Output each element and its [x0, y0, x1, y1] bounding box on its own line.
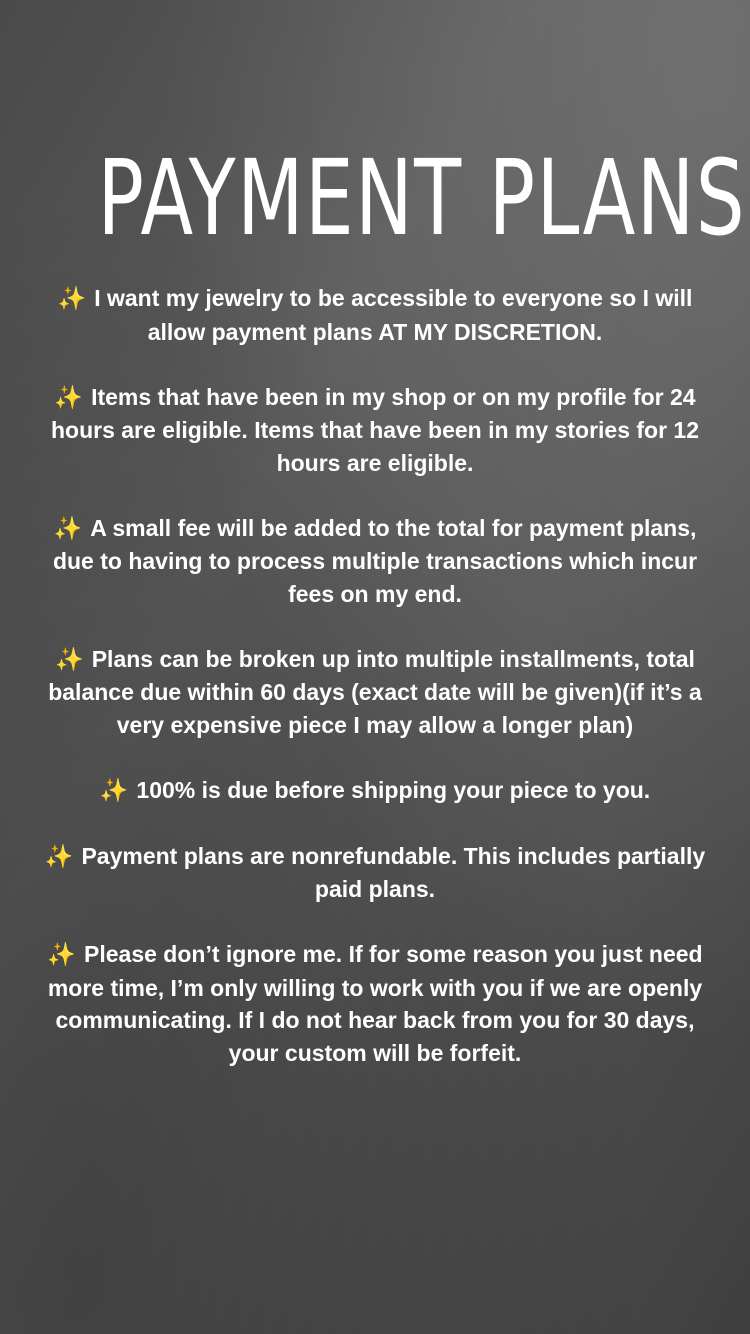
sparkles-icon: ✨	[99, 777, 129, 804]
sparkles-icon: ✨	[55, 646, 84, 673]
policy-text: Please don’t ignore me. If for some reason you just need more time, I’m only willing to work with you if we are openly communicating. If I do not hear back from you for 30 days, your custom will be forfeit.	[47, 941, 703, 1066]
sparkles-icon: ✨	[44, 843, 74, 870]
sparkles-icon: ✨	[47, 942, 77, 968]
policy-item-refunds	[36, 840, 714, 906]
policy-text: Plans can be broken up into multiple installments, total balance due within 60 days (exact date will be given)(if it’s a very expensive piece I may allow a longer plan)	[48, 645, 702, 738]
page-title: PAYMENT PLANS	[97, 137, 747, 259]
policy-text: 100% is due before shipping your piece to you.	[136, 776, 651, 803]
policy-text: I want my jewelry to be accessible to everyone so I will allow payment plans AT MY DISCRETION.	[94, 285, 693, 345]
policy-item-fee	[36, 512, 714, 611]
policy-item-discretion	[36, 282, 714, 348]
policy-item-installments	[36, 643, 714, 742]
policy-text: Payment plans are nonrefundable. This includes partially paid plans.	[81, 842, 706, 902]
policy-list	[36, 282, 714, 1102]
policy-text: A small fee will be added to the total for payment plans, due to having to process multiple transactions which incur fees on my end.	[52, 514, 698, 607]
policy-item-communication	[36, 938, 714, 1069]
policy-item-shipping	[36, 774, 714, 808]
policy-item-eligibility	[36, 381, 714, 480]
policy-text: Items that have been in my shop or on my profile for 24 hours are eligible. Items that have been in my stories for 12 hours are eligible.	[50, 383, 700, 476]
sparkles-icon: ✨	[53, 515, 83, 542]
sparkles-icon: ✨	[57, 286, 87, 312]
sparkles-icon: ✨	[54, 384, 84, 411]
